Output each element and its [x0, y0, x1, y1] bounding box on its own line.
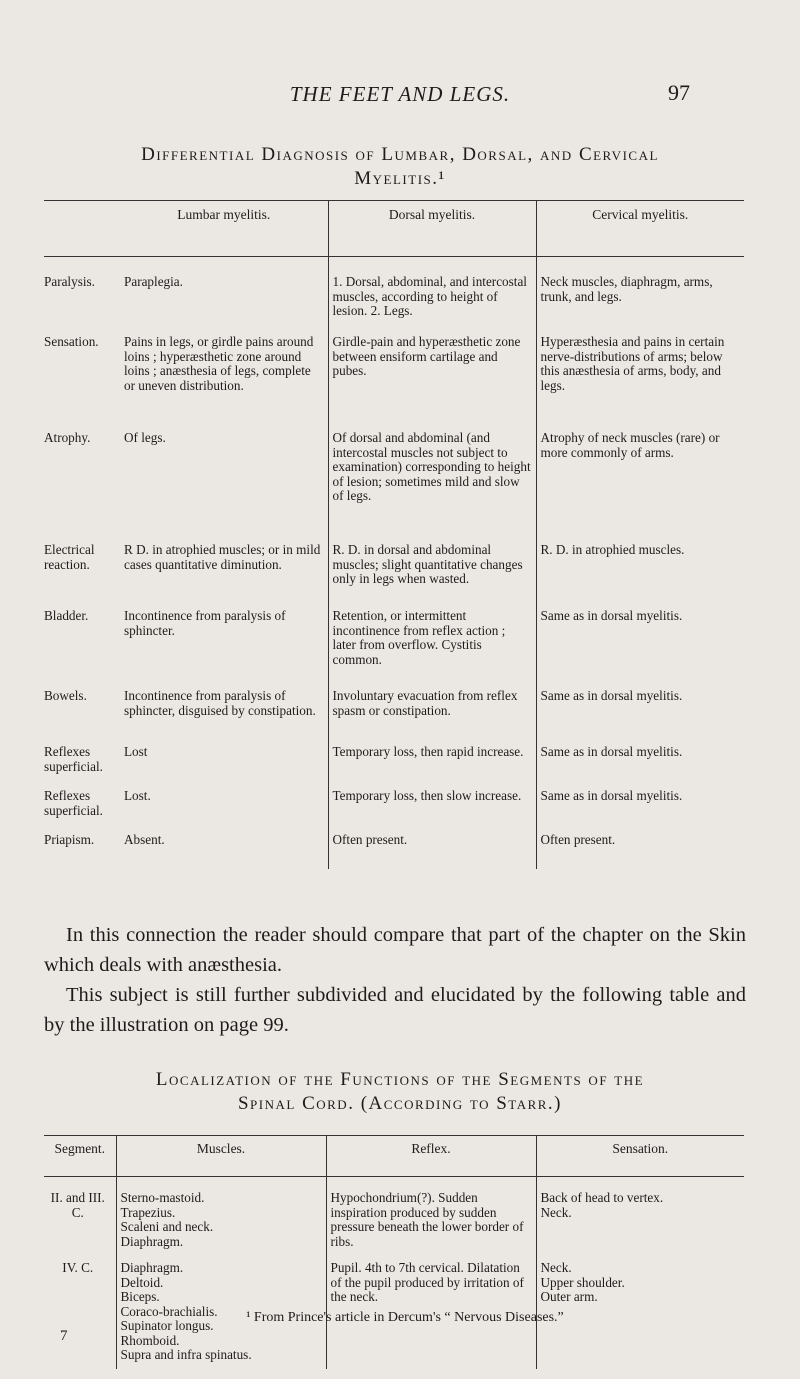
dorsal-cell: Often present.: [328, 833, 536, 869]
sensation-item: Neck.: [540, 1204, 572, 1220]
row-label: Priapism.: [44, 832, 95, 847]
row-label: Paralysis.: [44, 274, 95, 289]
sensation-item: Neck.: [540, 1260, 572, 1275]
segment-cell: IV. C.: [62, 1260, 94, 1275]
sensation-item: Outer arm.: [540, 1289, 598, 1304]
table-row: [44, 745, 744, 789]
muscle-item: Rhomboid.: [120, 1332, 180, 1348]
dorsal-cell: Girdle-pain and hyperæsthetic zone between ensiform cartilage and pubes.: [328, 335, 536, 431]
table2-header-row: [44, 1136, 744, 1177]
row-label: Reflexes superficial.: [44, 744, 103, 774]
muscle-item: Deltoid.: [120, 1274, 164, 1290]
row-label: Atrophy.: [44, 430, 91, 445]
lumbar-cell: Incontinence from paralysis of sphincter, disguised by constipation.: [124, 688, 316, 718]
cervical-cell: Neck muscles, diaphragm, arms, trunk, and legs.: [536, 257, 744, 336]
table2-heading-line2: Spinal Cord. (According to Starr.): [237, 1093, 563, 1114]
row-label: Sensation.: [44, 334, 99, 349]
table1-header-lumbar: Lumbar myelitis.: [120, 201, 328, 257]
running-title: THE FEET AND LEGS.: [289, 82, 511, 106]
lumbar-cell: Of legs.: [124, 430, 166, 445]
table2-header-sensation: Sensation.: [536, 1136, 744, 1177]
cervical-cell: Atrophy of neck muscles (rare) or more commonly of arms.: [536, 431, 744, 543]
table-row: [44, 543, 744, 609]
cervical-cell: Same as in dorsal myelitis.: [536, 609, 744, 689]
signature-mark: 7: [60, 1328, 68, 1344]
muscle-item: Trapezius.: [120, 1204, 176, 1220]
muscle-item: Scaleni and neck.: [120, 1219, 214, 1234]
footnote: ¹ From Prince's article in Dercum's “ Nervous Diseases.”: [246, 1310, 564, 1325]
table1-header-row: [44, 201, 744, 257]
lumbar-cell: Lost: [124, 744, 148, 759]
differential-diagnosis-table: [44, 200, 744, 869]
table-row: [44, 335, 744, 431]
muscle-item: Biceps.: [120, 1289, 160, 1304]
row-label: Bowels.: [44, 688, 87, 703]
reflex-cell: Pupil. 4th to 7th cervical. Dilatation of the pupil produced by irritation of the neck.: [326, 1261, 536, 1369]
cervical-cell: Often present.: [536, 833, 744, 869]
sensation-cell: [536, 1177, 744, 1262]
table1-header-dorsal: Dorsal myelitis.: [328, 201, 536, 257]
row-label: Reflexes superficial.: [44, 788, 103, 818]
segment-cell: II. and III. C.: [50, 1190, 105, 1220]
muscle-item: Sterno-mastoid.: [120, 1190, 205, 1205]
muscle-item: Coraco-brachialis.: [120, 1303, 218, 1319]
muscles-cell: [116, 1177, 326, 1262]
table1-heading: [60, 143, 740, 191]
lumbar-cell: Paraplegia.: [124, 274, 183, 289]
table2-header-reflex: Reflex.: [326, 1136, 536, 1177]
lumbar-cell: Absent.: [124, 832, 165, 847]
table-row: [44, 833, 744, 869]
cervical-cell: Hyperæsthesia and pains in certain nerve-distributions of arms; below this anæsthesia of arms, body, and legs.: [536, 335, 744, 431]
sensation-item: Upper shoulder.: [540, 1274, 625, 1290]
table-row: [44, 257, 744, 336]
dorsal-cell: Temporary loss, then rapid increase.: [328, 745, 536, 789]
table-row: [44, 789, 744, 833]
table1-header-cervical: Cervical myelitis.: [536, 201, 744, 257]
muscle-item: Diaphragm.: [120, 1233, 184, 1249]
page-number: 97: [668, 80, 690, 105]
lumbar-cell: Incontinence from paralysis of sphincter.: [124, 608, 286, 638]
table1-header-blank: [44, 201, 120, 257]
cervical-cell: R. D. in atrophied muscles.: [536, 543, 744, 609]
table-row: [44, 609, 744, 689]
lumbar-cell: Lost.: [124, 788, 151, 803]
dorsal-cell: Retention, or intermittent incontinence from reflex action ; later from overflow. Cystitis common.: [328, 609, 536, 689]
spinal-localization-table: [44, 1135, 744, 1369]
dorsal-cell: Involuntary evacuation from reflex spasm or constipation.: [328, 689, 536, 745]
reflex-cell: Hypochondrium(?). Sudden inspiration produced by sudden pressure beneath the lower border of ribs.: [326, 1177, 536, 1262]
table2-header-segment: Segment.: [44, 1136, 116, 1177]
table2-header-muscles: Muscles.: [116, 1136, 326, 1177]
muscle-item: Supinator longus.: [120, 1318, 214, 1333]
lumbar-cell: R D. in atrophied muscles; or in mild cases quantitative diminution.: [124, 542, 321, 572]
table2-heading-line1: Localization of the Functions of the Segments of the: [155, 1069, 645, 1090]
muscle-item: Diaphragm.: [120, 1260, 184, 1275]
table-row: [44, 689, 744, 745]
table-row: [44, 431, 744, 543]
cervical-cell: Same as in dorsal myelitis.: [536, 689, 744, 745]
sensation-item: Back of head to vertex.: [540, 1190, 664, 1205]
dorsal-cell: R. D. in dorsal and abdominal muscles; slight quantitative changes only in legs when wasted.: [328, 543, 536, 609]
row-label: Electrical reaction.: [44, 542, 95, 572]
paragraph: This subject is still further subdivided and elucidated by the following table and by the illustration on page 99.: [44, 984, 746, 1036]
lumbar-cell: Pains in legs, or girdle pains around loins ; hyperæsthetic zone around loins ; anæsthesia of legs, complete or uneven distribution.: [124, 334, 314, 393]
table2-heading: [60, 1068, 740, 1116]
body-text: [44, 920, 746, 1040]
cervical-cell: Same as in dorsal myelitis.: [536, 789, 744, 833]
table1-heading-line2: Myelitis.¹: [354, 168, 446, 189]
cervical-cell: Same as in dorsal myelitis.: [536, 745, 744, 789]
table-row: [44, 1177, 744, 1262]
dorsal-cell: Temporary loss, then slow increase.: [328, 789, 536, 833]
paragraph: In this connection the reader should compare that part of the chapter on the Skin which deals with anæsthesia.: [44, 924, 746, 976]
muscle-item: Supra and infra spinatus.: [120, 1347, 252, 1362]
row-label: Bladder.: [44, 608, 89, 623]
dorsal-cell: 1. Dorsal, abdominal, and intercostal muscles, according to height of lesion. 2. Legs.: [328, 257, 536, 336]
dorsal-cell: Of dorsal and abdominal (and intercostal muscles not subject to examination) corresponding to height of lesion; sometimes mild and slow of legs.: [328, 431, 536, 543]
table1-heading-line1: Differential Diagnosis of Lumbar, Dorsal, and Cervical: [141, 144, 659, 165]
